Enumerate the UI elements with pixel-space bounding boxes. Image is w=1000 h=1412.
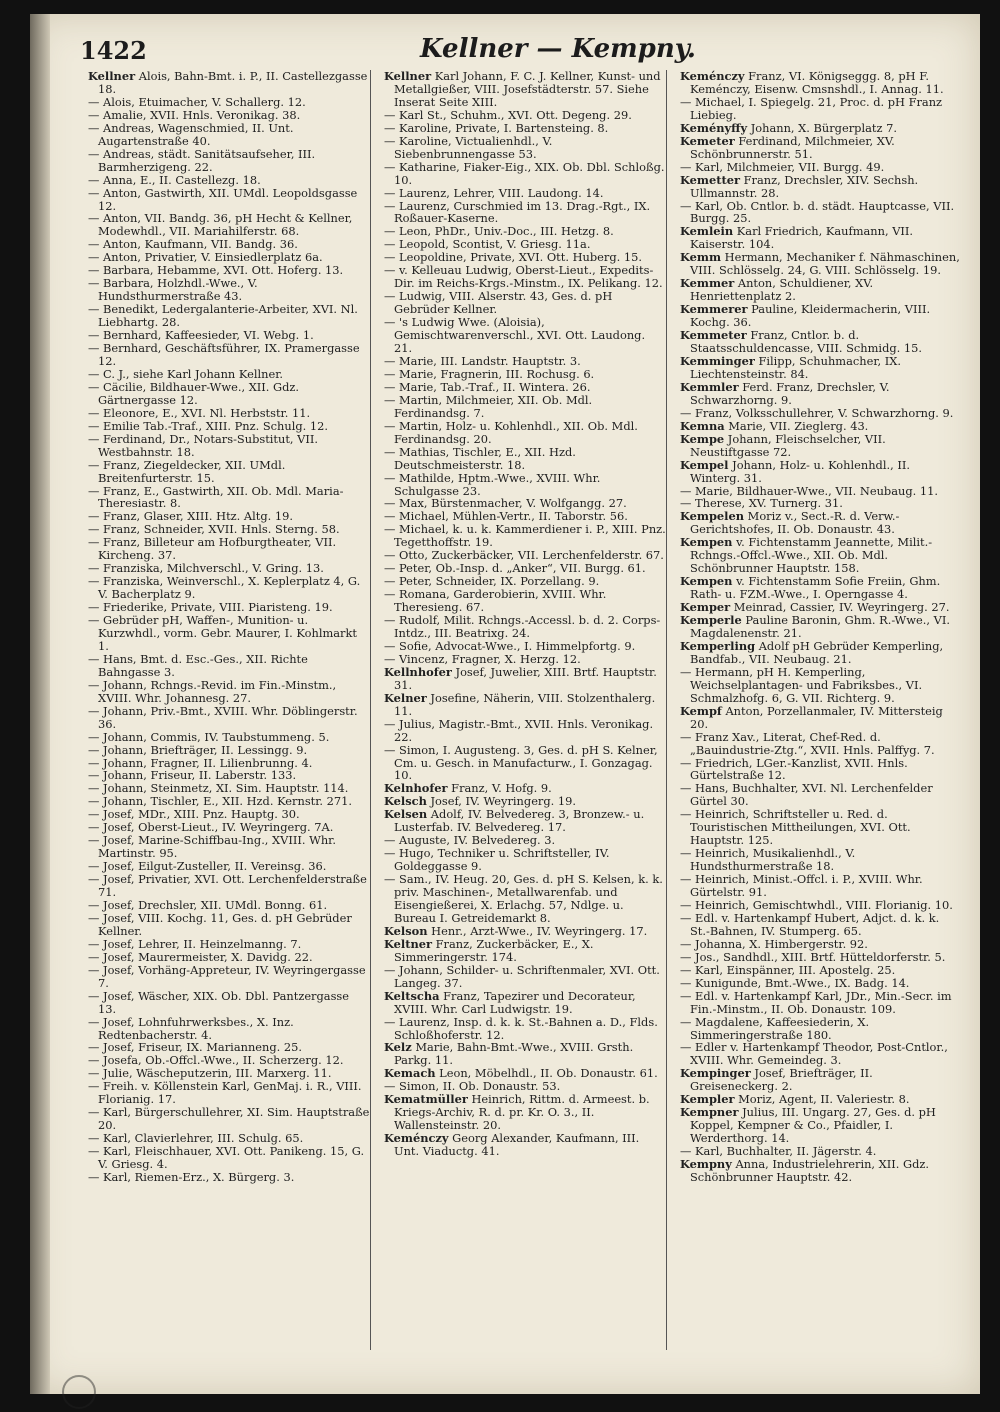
directory-entry: [680, 355, 962, 381]
entry-text: Karl Friedrich, Kaufmann, VII. Kaiserstr. 104.: [690, 224, 914, 252]
entry-surname: Kemperle: [680, 613, 742, 628]
entry-text: — Peter, Schneider, IX. Porzellang. 9.: [384, 574, 600, 589]
directory-entry: [88, 1171, 370, 1184]
directory-entry: [384, 808, 666, 834]
entry-text: — Sofie, Advocat-Wwe., I. Himmelpfortg. 9.: [384, 638, 636, 653]
entry-text: — Johann, Tischler, E., XII. Hzd. Kernstr. 271.: [88, 794, 353, 809]
entry-text: Henr., Arzt-Wwe., IV. Weyringerg. 17.: [431, 923, 648, 938]
directory-entry: [384, 847, 666, 873]
entry-text: — Simon, II. Ob. Donaustr. 53.: [384, 1079, 561, 1094]
book-gutter: [30, 14, 50, 1394]
entry-text: — Johann, Briefträger, II. Lessingg. 9.: [88, 742, 308, 757]
entry-text: Johann, Fleischselcher, VII. Neustiftgasse 72.: [690, 431, 886, 459]
entry-surname: Kemlein: [680, 224, 734, 239]
entry-text: Johann, X. Bürgerplatz 7.: [750, 120, 897, 135]
entry-text: — Franz, Volksschullehrer, V. Schwarzhorng. 9.: [680, 405, 954, 420]
entry-surname: Kelner: [384, 690, 427, 705]
entry-text: — Anton, Kaufmann, VII. Bandg. 36.: [88, 237, 298, 252]
directory-entry: [680, 808, 962, 847]
entry-text: — Katharine, Fiaker-Eig., XIX. Ob. Dbl. Schloßg. 10.: [384, 159, 665, 187]
entry-text: — Otto, Zuckerbäcker, VII. Lerchenfelderstr. 67.: [384, 548, 664, 563]
entry-text: — Amalie, XVII. Hnls. Veronikag. 38.: [88, 107, 301, 122]
entry-text: — Josef, Drechsler, XII. UMdl. Bonng. 61.: [88, 898, 328, 912]
entry-text: Marie, Bahn-Bmt.-Wwe., XVIII. Grsth. Parkg. 11.: [394, 1040, 634, 1068]
entry-text: Josef, Briefträger, II. Greiseneckerg. 2.: [690, 1066, 873, 1094]
entry-surname: Kellnhofer: [384, 664, 452, 679]
entry-text: — Franz Xav., Literat, Chef-Red. d. „Bauindustrie-Ztg.“, XVII. Hnls. Palffyg. 7.: [680, 729, 935, 757]
entry-text: — Bernhard, Geschäftsführer, IX. Pramergasse 12.: [88, 341, 360, 368]
entry-text: Pauline Baronin, Ghm. R.-Wwe., VI. Magdalenenstr. 21.: [690, 613, 950, 640]
entry-text: — Johann, Commis, IV. Taubstummeng. 5.: [88, 729, 330, 744]
entry-text: Georg Alexander, Kaufmann, III. Unt. Viaductg. 41.: [394, 1131, 640, 1159]
entry-text: — Karl, Milchmeier, VII. Burgg. 49.: [680, 159, 885, 174]
entry-text: — Marie, III. Landstr. Hauptstr. 3.: [384, 353, 581, 368]
directory-entry: [384, 588, 666, 614]
entry-text: — Franz, Schneider, XVII. Hnls. Sterng. 58.: [88, 522, 340, 537]
entry-text: — Friedrich, LGer.-Kanzlist, XVII. Hnls. Gürtelstraße 12.: [680, 755, 908, 783]
directory-entry: [384, 1041, 666, 1067]
directory-entry: [88, 187, 370, 213]
directory-entry: [680, 873, 962, 899]
entry-text: — Josef, Wäscher, XIX. Ob. Dbl. Pantzergasse 13.: [88, 988, 350, 1016]
directory-entry: [680, 96, 962, 122]
entry-text: Filipp, Schuhmacher, IX. Liechtensteinstr. 84.: [690, 353, 902, 381]
entry-surname: Keménczy: [384, 1131, 449, 1146]
entry-surname: Kemper: [680, 600, 731, 615]
entry-text: — Josef, Privatier, XVI. Ott. Lerchenfelderstraße 71.: [88, 872, 367, 900]
entry-text: — Heinrich, Gemischtwhdl., VIII. Florianig. 10.: [680, 898, 953, 912]
entry-text: — Auguste, IV. Belvedereg. 3.: [384, 833, 556, 848]
entry-text: — Josef, Lehrer, II. Heinzelmanng. 7.: [88, 936, 302, 951]
entry-text: — Julie, Wäscheputzerin, III. Marxerg. 11.: [88, 1066, 332, 1081]
entry-surname: Kemmeter: [680, 328, 747, 343]
entry-text: — Julius, Magistr.-Bmt., XVII. Hnls. Veronikag. 22.: [384, 716, 654, 744]
entry-text: — Freih. v. Köllenstein Karl, GenMaj. i. R., VIII. Florianig. 17.: [88, 1079, 362, 1107]
entry-text: — v. Kelleuau Ludwig, Oberst-Lieut., Expedits-Dir. im Reichs-Krgs.-Minstm., IX. Pelikang. 12.: [384, 263, 663, 291]
entry-surname: Kempner: [680, 1105, 739, 1120]
entry-text: — Karl, Fleischhauer, XVI. Ott. Panikeng. 15, G. V. Griesg. 4.: [88, 1144, 365, 1172]
entry-text: — Mathilde, Hptm.-Wwe., XVIII. Whr. Schulgasse 23.: [384, 470, 601, 498]
entry-text: — Josef, VIII. Kochg. 11, Ges. d. pH Gebrüder Kellner.: [88, 910, 352, 938]
directory-entry: [384, 692, 666, 718]
directory-entry: [384, 446, 666, 472]
directory-entry: [88, 303, 370, 329]
entry-surname: Kelsen: [384, 807, 428, 822]
directory-entry: [384, 938, 666, 964]
entry-text: — Franz, Billeteur am Hofburgtheater, VII. Kircheng. 37.: [88, 535, 337, 563]
directory-entry: [680, 1016, 962, 1042]
directory-entry: [680, 640, 962, 666]
entry-text: — Sam., IV. Heug. 20, Ges. d. pH S. Kelsen, k. k. priv. Maschinen-, Metallwarenfab. und Eisengießerei, X. Erlachg. 57, Ndlge. u. Bureau I. Getreidemarkt 8.: [384, 872, 663, 925]
directory-entry: [680, 381, 962, 407]
directory-entry: [680, 575, 962, 601]
entry-text: — Ferdinand, Dr., Notars-Substitut, VII. Westbahnstr. 18.: [88, 431, 319, 459]
entry-text: Johann, Holz- u. Kohlenhdl., II. Winterg. 31.: [690, 457, 910, 485]
entry-text: — Laurenz, Lehrer, VIII. Laudong. 14.: [384, 185, 604, 200]
entry-text: Franz, Cntlor. b. d. Staatsschuldencasse, VIII. Schmidg. 15.: [690, 328, 923, 356]
directory-entry: [88, 459, 370, 485]
entry-text: — Edl. v. Hartenkampf Karl, JDr., Min.-Secr. im Fin.-Minstm., II. Ob. Donaustr. 109.: [680, 988, 952, 1016]
directory-entry: [88, 990, 370, 1016]
directory-entry: [384, 200, 666, 226]
directory-entry: [384, 1016, 666, 1042]
entry-text: — Josef, Lohnfuhrwerksbes., X. Inz. Redtenbacherstr. 4.: [88, 1014, 294, 1042]
entry-text: Ferd. Franz, Drechsler, V. Schwarzhorng. 9.: [690, 379, 890, 407]
entry-text: — Leopold, Scontist, V. Griesg. 11a.: [384, 237, 591, 252]
entry-text: — Mathias, Tischler, E., XII. Hzd. Deutschmeisterstr. 18.: [384, 444, 576, 472]
entry-text: — Marie, Tab.-Traf., II. Wintera. 26.: [384, 379, 591, 394]
entry-surname: Kemperling: [680, 638, 756, 653]
directory-entry: [384, 990, 666, 1016]
entry-surname: Kempen: [680, 574, 733, 589]
entry-text: — Romana, Garderobierin, XVIII. Whr. Theresieng. 67.: [384, 587, 607, 615]
entry-text: Franz, Tapezirer und Decorateur, XVIII. Whr. Carl Ludwigstr. 19.: [394, 988, 636, 1016]
directory-entry: [680, 225, 962, 251]
directory-entry: [88, 277, 370, 303]
entry-text: — Edl. v. Hartenkampf Hubert, Adjct. d. k. k. St.-Bahnen, IV. Stumperg. 65.: [680, 910, 940, 938]
entry-text: Hermann, Mechaniker f. Nähmaschinen, VIII. Schlösselg. 24, G. VIII. Schlösselg. 19.: [690, 250, 960, 278]
entry-text: — 's Ludwig Wwe. (Aloisia), Gemischtwarenverschl., XVI. Ott. Laudong. 21.: [384, 315, 646, 356]
entry-text: — Gebrüder pH, Waffen-, Munition- u. Kurzwhdl., vorm. Gebr. Maurer, I. Kohlmarkt 1.: [88, 613, 357, 653]
directory-entry: [680, 666, 962, 705]
directory-entry: [88, 342, 370, 368]
directory-entry: [88, 1145, 370, 1171]
entry-surname: Kematmüller: [384, 1092, 468, 1107]
directory-entry: [680, 329, 962, 355]
entry-text: Adolf pH Gebrüder Kemperling, Bandfab., VII. Neubaug. 21.: [690, 638, 944, 666]
directory-entry: [88, 705, 370, 731]
directory-entry: [680, 200, 962, 226]
directory-entry: [88, 614, 370, 653]
directory-entry: [680, 614, 962, 640]
directory-entry: [384, 290, 666, 316]
entry-text: — Ludwig, VIII. Alserstr. 43, Ges. d. pH Gebrüder Kellner.: [384, 289, 613, 317]
entry-text: — Andreas, städt. Sanitätsaufseher, III. Barmherzigeng. 22.: [88, 146, 316, 174]
directory-entry: [384, 614, 666, 640]
entry-text: — Karl, Clavierlehrer, III. Schulg. 65.: [88, 1131, 304, 1146]
entry-text: — Max, Bürstenmacher, V. Wolfgangg. 27.: [384, 496, 627, 511]
directory-entry: [88, 70, 370, 96]
entry-text: — Simon, I. Augusteng. 3, Ges. d. pH S. Kelner, Cm. u. Gesch. in Manufacturw., I. Gonzagag. 10.: [384, 742, 658, 783]
directory-entry: [88, 834, 370, 860]
directory-entry: [88, 122, 370, 148]
entry-surname: Kelsch: [384, 794, 427, 809]
directory-entry: [680, 70, 962, 96]
entry-surname: Kelz: [384, 1040, 412, 1055]
directory-entry: [88, 912, 370, 938]
directory-entry: [680, 912, 962, 938]
entry-text: — Leopoldine, Private, XVI. Ott. Huberg. 15.: [384, 250, 642, 265]
entry-text: — Josef, MDr., XIII. Pnz. Hauptg. 30.: [88, 807, 300, 822]
entry-text: — Anna, E., II. Castellezg. 18.: [88, 172, 261, 187]
directory-entry: [680, 731, 962, 757]
entry-text: — Josef, Vorhäng-Appreteur, IV. Weyringergasse 7.: [88, 962, 366, 990]
entry-text: — Therese, XV. Turnerg. 31.: [680, 496, 843, 511]
entry-text: — Magdalene, Kaffeesiederin, X. Simmeringerstraße 180.: [680, 1014, 870, 1042]
entry-text: Anton, Porzellanmaler, IV. Mittersteig 20.: [690, 703, 943, 731]
entry-surname: Kempf: [680, 703, 722, 718]
directory-entry: [680, 277, 962, 303]
directory-entry: [680, 1158, 962, 1184]
entry-surname: Kempelen: [680, 509, 745, 524]
entry-text: — Laurenz, Insp. d. k. k. St.-Bahnen a. D., Flds. Schloßhoferstr. 12.: [384, 1014, 658, 1042]
entry-text: Franz, V. Hofg. 9.: [451, 781, 552, 796]
entry-text: Josef, IV. Weyringerg. 19.: [430, 794, 577, 809]
entry-surname: Kempinger: [680, 1066, 751, 1081]
directory-column-3: [680, 70, 962, 1350]
entry-text: Moriz, Agent, II. Valeriestr. 8.: [738, 1092, 910, 1107]
entry-surname: Kemmerer: [680, 302, 748, 317]
entry-text: — Karl, Einspänner, III. Apostelg. 25.: [680, 962, 896, 977]
directory-entry: [88, 873, 370, 899]
entry-surname: Keményffy: [680, 120, 748, 135]
entry-surname: Kempel: [680, 457, 729, 472]
entry-text: — Josef, Eilgut-Zusteller, II. Vereinsg. 36.: [88, 859, 327, 874]
directory-entry: [88, 536, 370, 562]
entry-text: — Josef, Maurermeister, X. Davidg. 22.: [88, 949, 313, 964]
directory-entry: [680, 459, 962, 485]
entry-surname: Kemm: [680, 250, 722, 265]
entry-text: — Franz, Glaser, XIII. Htz. Altg. 19.: [88, 509, 293, 524]
directory-entry: [680, 536, 962, 575]
entry-text: Leon, Möbelhdl., II. Ob. Donaustr. 61.: [439, 1066, 658, 1081]
directory-column-2: [384, 70, 667, 1350]
entry-text: Anna, Industrielehrerin, XII. Gdz. Schönbrunner Hauptstr. 42.: [690, 1157, 930, 1185]
entry-text: — C. J., siehe Karl Johann Kellner.: [88, 366, 284, 381]
directory-entry: [384, 744, 666, 783]
entry-text: Meinrad, Cassier, IV. Weyringerg. 27.: [733, 600, 950, 615]
directory-entry: [384, 135, 666, 161]
entry-text: — Benedikt, Ledergalanterie-Arbeiter, XVI. Nl. Liebhartg. 28.: [88, 302, 358, 330]
entry-text: — Michael, I. Spiegelg. 21, Proc. d. pH Franz Liebieg.: [680, 94, 943, 122]
directory-entry: [88, 148, 370, 174]
directory-entry: [384, 316, 666, 355]
directory-entry: [88, 212, 370, 238]
entry-text: — Michael, k. u. k. Kammerdiener i. P., XIII. Pnz. Tegetthoffstr. 19.: [384, 522, 666, 550]
directory-entry: [384, 718, 666, 744]
entry-surname: Kemna: [680, 418, 725, 433]
entry-text: — Martin, Holz- u. Kohlenhdl., XII. Ob. Mdl. Ferdinandsg. 20.: [384, 418, 638, 446]
entry-surname: Kempe: [680, 431, 725, 446]
entry-text: — Hermann, pH H. Kemperling, Weichselplantagen- und Fabriksbes., VI. Schmalzhofg. 6, G. VII. Richterg. 9.: [680, 664, 923, 705]
entry-text: — Karoline, Victualienhdl., V. Siebenbrunnengasse 53.: [384, 133, 553, 161]
entry-text: — Johann, Steinmetz, XI. Sim. Hauptstr. 114.: [88, 781, 349, 796]
entry-text: — Anton, VII. Bandg. 36, pH Hecht & Kellner, Modewhdl., VII. Mariahilferstr. 68.: [88, 211, 353, 239]
page-number: 1422: [80, 36, 147, 65]
entry-text: — Bernhard, Kaffeesieder, VI. Webg. 1.: [88, 328, 314, 343]
entry-text: Julius, III. Ungarg. 27, Ges. d. pH Koppel, Kempner & Co., Pfaidler, I. Werderthorg. 14.: [690, 1105, 936, 1146]
entry-text: — Friederike, Private, VIII. Piaristeng. 19.: [88, 600, 333, 615]
entry-text: — Karl, Riemen-Erz., X. Bürgerg. 3.: [88, 1170, 295, 1185]
entry-text: — Leon, PhDr., Univ.-Doc., III. Hetzg. 8.: [384, 224, 614, 239]
directory-entry: [384, 523, 666, 549]
entry-surname: Keltner: [384, 936, 433, 951]
directory-entry: [88, 964, 370, 990]
entry-surname: Kemeter: [680, 133, 735, 148]
entry-text: — Andreas, Wagenschmied, II. Unt. Augartenstraße 40.: [88, 120, 294, 148]
entry-text: — Alois, Etuimacher, V. Schallerg. 12.: [88, 94, 306, 109]
entry-surname: Kempen: [680, 535, 733, 550]
directory-entry: [88, 575, 370, 601]
entry-text: — Karl, Bürgerschullehrer, XI. Sim. Hauptstraße 20.: [88, 1105, 370, 1133]
entry-text: — Karl, Ob. Cntlor. b. d. städt. Hauptcasse, VII. Burgg. 25.: [680, 198, 955, 226]
entry-text: — Peter, Ob.-Insp. d. „Anker“, VII. Burgg. 61.: [384, 561, 646, 576]
entry-text: Pauline, Kleidermacherin, VIII. Kochg. 36.: [690, 302, 931, 330]
entry-text: — Anton, Privatier, V. Einsiedlerplatz 6a.: [88, 250, 323, 265]
directory-column-1: [88, 70, 371, 1350]
directory-entry: [88, 679, 370, 705]
directory-entry: [384, 666, 666, 692]
directory-entry: [88, 1016, 370, 1042]
entry-text: Franz, Zuckerbäcker, E., X. Simmeringerstr. 174.: [394, 936, 594, 964]
entry-text: Marie, VII. Zieglerg. 43.: [728, 418, 869, 433]
entry-surname: Keménczy: [680, 70, 745, 83]
directory-entry: [680, 303, 962, 329]
entry-text: Moriz v., Sect.-R. d. Verw.-Gerichtshofes, II. Ob. Donaustr. 43.: [690, 509, 900, 537]
entry-text: — Kunigunde, Bmt.-Wwe., IX. Badg. 14.: [680, 975, 910, 990]
entry-surname: Kempny: [680, 1157, 732, 1172]
directory-entry: [680, 782, 962, 808]
entry-text: — Heinrich, Musikalienhdl., V. Hundsthurmerstraße 18.: [680, 846, 856, 874]
entry-text: — Heinrich, Minist.-Offcl. i. P., XVIII. Whr. Gürtelstr. 91.: [680, 872, 923, 900]
entry-text: — Heinrich, Schriftsteller u. Red. d. Touristischen Mittheilungen, XVI. Ott. Hauptstr. 125.: [680, 807, 911, 848]
entry-text: — Johann, Priv.-Bmt., XVIII. Whr. Döblingerstr. 36.: [88, 703, 358, 731]
entry-text: Anton, Schuldiener, XV. Henriettenplatz 2.: [690, 276, 874, 304]
entry-text: Karl Johann, F. C. J. Kellner, Kunst- und Metallgießer, VIII. Josefstädterstr. 57. Siehe Inserat Seite XIII.: [394, 70, 661, 109]
entry-surname: Kellner: [88, 70, 136, 83]
directory-entry: [680, 990, 962, 1016]
directory-entry: [88, 485, 370, 511]
entry-text: — Eleonore, E., XVI. Nl. Herbststr. 11.: [88, 405, 311, 420]
directory-entry: [680, 1041, 962, 1067]
entry-text: — Marie, Bildhauer-Wwe., VII. Neubaug. 11.: [680, 483, 938, 498]
directory-entry: [680, 433, 962, 459]
directory-entry: [384, 161, 666, 187]
directory-entry: [680, 705, 962, 731]
entry-surname: Kelnhofer: [384, 781, 448, 796]
directory-entry: [384, 420, 666, 446]
entry-surname: Kellner: [384, 70, 432, 83]
directory-entry: [680, 135, 962, 161]
entry-text: — Anton, Gastwirth, XII. UMdl. Leopoldsgasse 12.: [88, 185, 358, 213]
entry-text: Josef, Juwelier, XIII. Brtf. Hauptstr. 31.: [394, 664, 657, 692]
directory-entry: [88, 433, 370, 459]
entry-text: v. Fichtenstamm Jeannette, Milit.-Rchngs.-Offcl.-Wwe., XII. Ob. Mdl. Schönbrunner Hauptstr. 158.: [690, 535, 933, 576]
entry-text: — Karl, Buchhalter, II. Jägerstr. 4.: [680, 1144, 877, 1159]
entry-text: — Barbara, Holzhdl.-Wwe., V. Hundsthurmerstraße 43.: [88, 276, 258, 304]
entry-text: — Hans, Buchhalter, XVI. Nl. Lerchenfelder Gürtel 30.: [680, 781, 933, 809]
entry-text: — Johann, Friseur, II. Laberstr. 133.: [88, 768, 297, 783]
directory-entry: [384, 70, 666, 109]
directory-entry: [384, 873, 666, 925]
entry-text: — Johann, Fragner, II. Lilienbrunng. 4.: [88, 755, 313, 770]
entry-text: — Josef, Friseur, IX. Marianneng. 25.: [88, 1040, 303, 1055]
entry-text: — Karl St., Schuhm., XVI. Ott. Degeng. 29.: [384, 107, 632, 122]
entry-text: — Franziska, Milchverschl., V. Gring. 13.: [88, 561, 324, 576]
entry-text: Ferdinand, Milchmeier, XV. Schönbrunnerstr. 51.: [690, 133, 895, 161]
entry-text: Alois, Bahn-Bmt. i. P., II. Castellezgasse 18.: [98, 70, 368, 96]
entry-text: — Johann, Rchngs.-Revid. im Fin.-Minstm., XVIII. Whr. Johannesg. 27.: [88, 677, 337, 705]
directory-entry: [680, 1106, 962, 1145]
entry-text: — Jos., Sandhdl., XIII. Brtf. Hütteldorferstr. 5.: [680, 949, 946, 964]
entry-text: — Barbara, Hebamme, XVI. Ott. Hoferg. 13.: [88, 263, 344, 278]
directory-entry: [680, 847, 962, 873]
entry-surname: Kempler: [680, 1092, 735, 1107]
entry-text: — Hans, Bmt. d. Esc.-Ges., XII. Richte Bahngasse 3.: [88, 651, 308, 679]
directory-entry: [680, 757, 962, 783]
page-header: [80, 30, 960, 70]
directory-entry: [384, 472, 666, 498]
entry-text: — Johann, Schilder- u. Schriftenmaler, XVI. Ott. Langeg. 37.: [384, 962, 660, 990]
entry-text: — Edler v. Hartenkampf Theodor, Post-Cntlor., XVIII. Whr. Gemeindeg. 3.: [680, 1040, 948, 1068]
entry-text: — Josefa, Ob.-Offcl.-Wwe., II. Scherzerg. 12.: [88, 1053, 344, 1068]
entry-text: — Josef, Oberst-Lieut., IV. Weyringerg. 7A.: [88, 820, 334, 835]
entry-text: — Michael, Mühlen-Vertr., II. Taborstr. 56.: [384, 509, 628, 524]
entry-text: — Franz, Ziegeldecker, XII. UMdl. Breitenfurterstr. 15.: [88, 457, 286, 485]
directory-entry: [384, 1132, 666, 1158]
entry-surname: Kemetter: [680, 172, 740, 187]
running-head: Kellner — Kempny.: [420, 34, 696, 64]
entry-text: — Josef, Marine-Schiffbau-Ing., XVIII. Whr. Martinstr. 95.: [88, 833, 336, 861]
entry-text: — Franz, E., Gastwirth, XII. Ob. Mdl. Maria-Theresiastr. 8.: [88, 483, 344, 511]
entry-text: Franz, Drechsler, XIV. Sechsh. Ullmannstr. 28.: [690, 172, 919, 200]
directory-entry: [88, 1080, 370, 1106]
entry-surname: Kemmler: [680, 379, 739, 394]
entry-text: — Emilie Tab.-Traf., XIII. Pnz. Schulg. 12.: [88, 418, 329, 433]
entry-text: Franz, VI. Königseggg. 8, pH F. Keménczy, Eisenw. Cmsnshdl., I. Annag. 11.: [690, 70, 944, 96]
directory-entry: [88, 381, 370, 407]
directory-entry: [384, 1093, 666, 1132]
directory-entry: [680, 510, 962, 536]
entry-text: Heinrich, Rittm. d. Armeest. b. Kriegs-Archiv, R. d. pr. Kr. O. 3., II. Wallensteinstr. 20.: [394, 1092, 650, 1133]
entry-surname: Kemminger: [680, 353, 755, 368]
directory-entry: [88, 1106, 370, 1132]
directory-columns: [88, 70, 966, 1350]
entry-text: — Franziska, Weinverschl., X. Keplerplatz 4, G. V. Bacherplatz 9.: [88, 574, 361, 602]
directory-entry: [384, 264, 666, 290]
entry-text: — Hugo, Techniker u. Schriftsteller, IV. Goldeggasse 9.: [384, 846, 610, 874]
entry-text: Josefine, Näherin, VIII. Stolzenthalerg. 11.: [394, 690, 656, 718]
entry-text: — Vincenz, Fragner, X. Herzg. 12.: [384, 651, 581, 666]
entry-text: Adolf, IV. Belvedereg. 3, Bronzew.- u. Lusterfab. IV. Belvedereg. 17.: [394, 807, 645, 835]
entry-text: — Rudolf, Milit. Rchngs.-Accessl. b. d. 2. Corps-Intdz., III. Beatrixg. 24.: [384, 613, 661, 640]
entry-text: — Karoline, Private, I. Bartensteing. 8.: [384, 120, 609, 135]
entry-text: — Marie, Fragnerin, III. Rochusg. 6.: [384, 366, 595, 381]
directory-entry: [680, 251, 962, 277]
directory-entry: [680, 1067, 962, 1093]
directory-entry: [680, 174, 962, 200]
entry-text: — Laurenz, Curschmied im 13. Drag.-Rgt., IX. Roßauer-Kaserne.: [384, 198, 651, 226]
directory-entry: [384, 964, 666, 990]
entry-text: — Martin, Milchmeier, XII. Ob. Mdl. Ferdinandsg. 7.: [384, 392, 593, 420]
entry-text: v. Fichtenstamm Sofie Freiin, Ghm. Rath- u. FZM.-Wwe., I. Operngasse 4.: [690, 574, 941, 602]
entry-surname: Kemmer: [680, 276, 735, 291]
entry-surname: Keltscha: [384, 988, 440, 1003]
entry-surname: Kemach: [384, 1066, 436, 1081]
directory-entry: [88, 653, 370, 679]
entry-surname: Kelson: [384, 923, 428, 938]
library-stamp: [62, 1375, 96, 1409]
entry-text: — Cäcilie, Bildhauer-Wwe., XII. Gdz. Gärtnergasse 12.: [88, 379, 300, 407]
entry-text: — Johanna, X. Himbergerstr. 92.: [680, 936, 868, 951]
directory-entry: [384, 394, 666, 420]
